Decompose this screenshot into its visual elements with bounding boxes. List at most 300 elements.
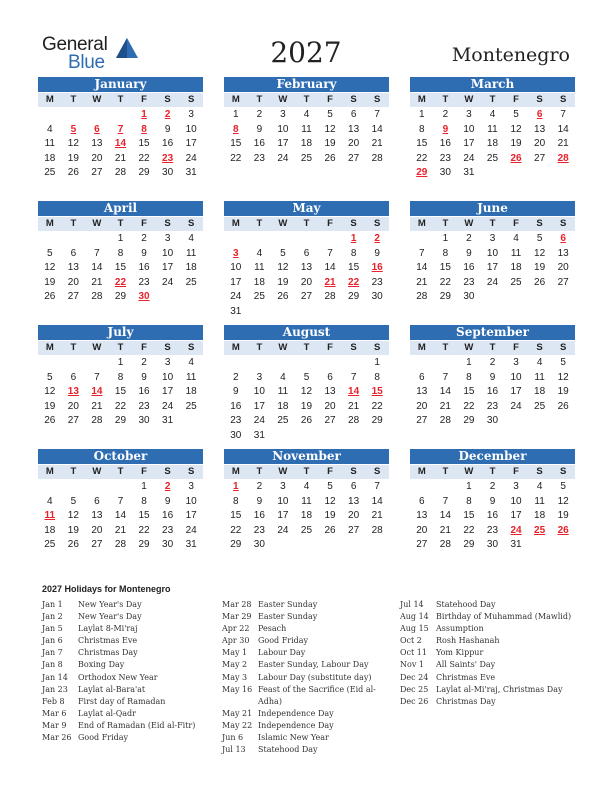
day-cell: 8 <box>350 247 357 259</box>
day-cell: 20 <box>67 400 79 412</box>
holiday-name: Easter Sunday <box>258 600 318 609</box>
day-cell: 30 <box>439 167 451 179</box>
day-cell: 11 <box>534 371 545 383</box>
weekday-label: W <box>92 466 102 477</box>
day-cell: 12 <box>67 138 79 150</box>
holiday-day-cell: 2 <box>164 109 171 120</box>
empty-day-cell <box>434 356 458 371</box>
day-cell: 6 <box>94 495 100 507</box>
holiday-item <box>222 672 382 684</box>
holiday-date: Dec 25 <box>400 684 429 694</box>
day-cell: 12 <box>324 123 336 135</box>
holiday-item <box>42 659 202 671</box>
holiday-day-cell: 22 <box>348 276 360 288</box>
weekday-label: W <box>464 342 474 353</box>
holiday-day-cell: 2 <box>374 233 380 244</box>
day-cell: 12 <box>534 247 546 259</box>
holiday-date: Dec 24 <box>400 672 429 682</box>
weekday-label: T <box>117 94 124 105</box>
day-cell: 8 <box>117 371 124 383</box>
day-cell: 24 <box>185 524 197 536</box>
day-cell: 5 <box>303 371 310 383</box>
day-cell: 7 <box>560 109 566 120</box>
day-cell: 22 <box>230 152 242 164</box>
day-cell: 16 <box>162 138 174 150</box>
day-cell: 22 <box>416 152 428 164</box>
day-cell: 22 <box>439 276 451 288</box>
holiday-item <box>222 720 382 732</box>
day-cell: 9 <box>141 371 147 383</box>
weekday-label: T <box>489 218 496 229</box>
month-header: October <box>38 449 203 464</box>
day-cell: 21 <box>439 400 451 412</box>
weekday-label: F <box>513 94 519 105</box>
weekday-label: T <box>70 218 77 229</box>
day-cell: 4 <box>280 371 286 383</box>
day-cell: 9 <box>164 123 171 135</box>
day-cell: 19 <box>324 138 336 150</box>
brand-line1: General <box>42 34 108 55</box>
day-cell: 29 <box>439 291 451 303</box>
day-cell: 27 <box>67 415 79 427</box>
holiday-item <box>400 599 575 611</box>
day-cell: 12 <box>67 510 79 522</box>
weekday-label: T <box>117 466 124 477</box>
month-header: September <box>410 325 575 340</box>
day-cell: 18 <box>300 510 313 522</box>
holiday-name: New Year's Day <box>78 600 142 609</box>
empty-day-cell <box>62 356 86 371</box>
day-cell: 29 <box>463 415 475 427</box>
weekday-label: W <box>278 466 288 477</box>
holiday-item <box>222 708 382 720</box>
holiday-item <box>42 708 202 720</box>
day-cell: 24 <box>253 415 265 427</box>
month-october <box>38 449 203 561</box>
holiday-item <box>400 623 575 635</box>
holiday-date: Aug 15 <box>400 624 429 634</box>
day-cell: 23 <box>230 415 242 427</box>
day-cell: 14 <box>439 386 451 398</box>
holiday-day-cell: 5 <box>70 123 77 135</box>
holiday-date: May 21 <box>222 708 253 718</box>
day-cell: 22 <box>114 400 127 412</box>
month-april <box>38 201 203 313</box>
day-cell: 2 <box>489 481 496 492</box>
day-cell: 19 <box>300 400 313 412</box>
day-cell: 6 <box>70 247 77 259</box>
day-cell: 20 <box>324 400 336 412</box>
holiday-date: Feb 8 <box>42 696 65 706</box>
empty-day-cell <box>62 232 86 247</box>
day-cell: 8 <box>419 123 425 135</box>
day-cell: 11 <box>185 247 197 259</box>
weekday-label: F <box>141 94 147 105</box>
day-cell: 11 <box>277 386 289 398</box>
day-cell: 2 <box>233 371 239 383</box>
holiday-day-cell: 1 <box>141 109 147 120</box>
day-cell: 29 <box>138 539 150 551</box>
day-cell: 31 <box>162 415 174 427</box>
day-cell: 17 <box>185 510 197 522</box>
weekday-label: F <box>513 218 519 229</box>
holiday-day-cell: 3 <box>233 247 239 259</box>
weekday-label: S <box>373 94 381 105</box>
day-cell: 2 <box>141 357 147 368</box>
day-cell: 23 <box>439 152 451 164</box>
day-cell: 1 <box>117 357 124 368</box>
day-cell: 19 <box>67 152 79 164</box>
weekday-label: W <box>92 342 102 353</box>
day-cell: 30 <box>486 415 499 427</box>
day-cell: 4 <box>536 481 543 492</box>
empty-day-cell <box>410 232 434 247</box>
day-cell: 26 <box>67 539 79 551</box>
brand-line2: Blue <box>68 52 105 73</box>
day-cell: 7 <box>327 247 333 259</box>
weekday-header-row <box>410 340 575 355</box>
day-cell: 17 <box>277 138 289 150</box>
holiday-date: Jan 1 <box>42 600 63 609</box>
day-cell: 29 <box>138 167 150 179</box>
day-cell: 14 <box>439 510 451 522</box>
day-cell: 6 <box>70 371 77 383</box>
day-cell: 15 <box>114 386 127 398</box>
day-cell: 12 <box>277 262 289 274</box>
holiday-item <box>222 611 382 623</box>
day-cell: 2 <box>141 233 147 244</box>
month-march <box>410 77 575 189</box>
day-cell: 12 <box>557 495 569 507</box>
month-header: March <box>410 77 575 92</box>
day-cell: 4 <box>303 109 310 120</box>
day-cell: 28 <box>91 415 103 427</box>
holiday-date: Jan 6 <box>42 636 63 646</box>
weekday-label: T <box>117 218 124 229</box>
day-cell: 7 <box>374 481 380 492</box>
day-cell: 7 <box>419 247 425 259</box>
day-cell: 9 <box>489 371 496 383</box>
empty-day-cell <box>85 480 109 495</box>
weekday-header-row <box>38 464 203 479</box>
holiday-day-cell: 6 <box>94 123 100 135</box>
month-july <box>38 325 203 437</box>
weekday-header-row <box>38 92 203 107</box>
holiday-column <box>42 599 202 744</box>
weekday-header-row <box>224 464 389 479</box>
day-cell: 16 <box>439 138 451 150</box>
day-cell: 24 <box>162 400 174 412</box>
weekday-label: S <box>187 218 195 229</box>
day-cell: 24 <box>230 291 242 303</box>
day-cell: 19 <box>324 510 336 522</box>
holiday-day-cell: 14 <box>91 386 103 398</box>
day-cell: 12 <box>510 123 522 135</box>
empty-day-cell <box>248 232 272 247</box>
weekday-label: M <box>417 342 426 353</box>
day-cell: 27 <box>324 415 336 427</box>
empty-day-cell <box>109 108 133 123</box>
weekday-label: W <box>92 94 102 105</box>
day-cell: 6 <box>350 109 357 120</box>
day-cell: 22 <box>371 400 383 412</box>
day-cell: 13 <box>67 262 79 274</box>
day-cell: 20 <box>91 524 103 536</box>
day-cell: 12 <box>324 495 336 507</box>
holiday-item <box>222 599 382 611</box>
holiday-name: Good Friday <box>258 636 309 646</box>
day-cell: 2 <box>466 233 472 244</box>
holiday-day-cell: 1 <box>350 233 357 244</box>
weekday-header-row <box>38 216 203 231</box>
day-cell: 25 <box>44 167 56 179</box>
day-cell: 15 <box>230 510 242 522</box>
day-cell: 6 <box>303 247 310 259</box>
day-cell: 15 <box>138 510 150 522</box>
holiday-date: Jan 23 <box>42 684 68 694</box>
day-cell: 18 <box>44 152 56 164</box>
weekday-label: T <box>303 218 310 229</box>
day-grid <box>410 479 575 553</box>
day-cell: 22 <box>463 524 475 536</box>
day-cell: 17 <box>162 386 174 398</box>
day-cell: 17 <box>510 386 522 398</box>
day-cell: 9 <box>466 247 472 259</box>
day-cell: 11 <box>487 123 498 135</box>
day-cell: 26 <box>67 167 79 179</box>
day-cell: 31 <box>230 305 242 317</box>
day-cell: 26 <box>324 152 336 164</box>
holiday-date: Jul 13 <box>222 745 246 755</box>
day-cell: 22 <box>463 400 475 412</box>
day-cell: 13 <box>557 247 569 259</box>
empty-day-cell <box>38 480 62 495</box>
day-cell: 4 <box>256 247 263 259</box>
holiday-date: May 2 <box>222 660 248 670</box>
day-cell: 21 <box>114 152 127 164</box>
day-cell: 23 <box>253 152 265 164</box>
weekday-label: T <box>70 94 77 105</box>
holiday-date: Jan 8 <box>42 660 63 670</box>
holiday-name: New Year's Day <box>78 612 142 622</box>
day-cell: 31 <box>253 429 265 441</box>
day-cell: 19 <box>277 276 289 288</box>
day-cell: 27 <box>416 539 428 551</box>
weekday-header-row <box>38 340 203 355</box>
month-header: July <box>38 325 203 340</box>
day-cell: 30 <box>138 415 150 427</box>
day-cell: 12 <box>44 262 56 274</box>
day-cell: 8 <box>233 495 239 507</box>
day-cell: 16 <box>253 138 265 150</box>
day-cell: 10 <box>277 495 289 507</box>
day-cell: 4 <box>303 481 310 492</box>
day-cell: 10 <box>162 247 174 259</box>
day-cell: 10 <box>510 495 522 507</box>
holiday-day-cell: 2 <box>164 481 171 492</box>
holiday-day-cell: 16 <box>371 262 383 274</box>
weekday-label: M <box>231 342 240 353</box>
day-cell: 4 <box>513 233 519 244</box>
holiday-item <box>42 732 202 744</box>
holiday-item <box>42 647 202 659</box>
day-cell: 5 <box>47 247 53 259</box>
weekday-label: T <box>303 94 310 105</box>
day-cell: 27 <box>91 167 103 179</box>
day-cell: 5 <box>70 495 77 507</box>
day-cell: 15 <box>416 138 428 150</box>
weekday-label: M <box>45 342 54 353</box>
weekday-label: T <box>489 466 496 477</box>
weekday-label: F <box>327 94 333 105</box>
weekday-label: T <box>70 466 77 477</box>
day-cell: 3 <box>256 371 263 383</box>
weekday-label: S <box>373 342 381 353</box>
holiday-day-cell: 23 <box>162 152 174 164</box>
month-header: January <box>38 77 203 92</box>
holiday-item <box>42 684 202 696</box>
day-cell: 10 <box>486 247 499 259</box>
day-cell: 6 <box>350 481 357 492</box>
day-cell: 16 <box>486 510 499 522</box>
holiday-date: Nov 1 <box>400 660 424 670</box>
day-cell: 1 <box>466 357 472 368</box>
holiday-name: Independence Day <box>258 708 334 718</box>
weekday-label: T <box>442 218 449 229</box>
day-cell: 7 <box>350 371 357 383</box>
weekday-label: M <box>417 466 426 477</box>
day-cell: 24 <box>510 400 522 412</box>
holiday-item <box>42 635 202 647</box>
day-cell: 28 <box>114 167 127 179</box>
day-cell: 20 <box>300 276 313 288</box>
day-cell: 24 <box>463 152 475 164</box>
day-cell: 18 <box>277 400 289 412</box>
holiday-item <box>222 659 382 671</box>
holiday-item <box>42 720 202 732</box>
holiday-name: Laylat 8-Mi'raj <box>78 624 138 634</box>
day-cell: 16 <box>486 386 499 398</box>
day-cell: 27 <box>348 524 360 536</box>
weekday-header-row <box>410 92 575 107</box>
weekday-label: S <box>164 342 171 353</box>
day-cell: 1 <box>442 233 449 244</box>
day-cell: 28 <box>371 524 383 536</box>
day-cell: 13 <box>416 386 428 398</box>
day-cell: 25 <box>185 400 197 412</box>
weekday-label: M <box>231 94 240 105</box>
day-cell: 19 <box>67 524 79 536</box>
weekday-label: M <box>417 218 426 229</box>
holiday-day-cell: 26 <box>510 152 522 164</box>
empty-day-cell <box>410 480 434 495</box>
weekday-label: S <box>187 94 195 105</box>
day-cell: 25 <box>44 539 56 551</box>
day-cell: 15 <box>348 262 360 274</box>
day-cell: 24 <box>162 276 174 288</box>
day-cell: 13 <box>91 510 103 522</box>
day-cell: 9 <box>164 495 171 507</box>
day-cell: 25 <box>300 524 313 536</box>
day-cell: 5 <box>560 357 566 368</box>
day-cell: 18 <box>534 510 546 522</box>
holiday-date: Mar 28 <box>222 600 252 609</box>
holiday-name: Statehood Day <box>258 745 318 755</box>
holiday-column <box>400 599 575 708</box>
day-cell: 20 <box>348 138 360 150</box>
month-may <box>224 201 389 317</box>
holiday-date: Mar 6 <box>42 708 67 718</box>
holiday-name: Christmas Eve <box>436 672 496 682</box>
day-cell: 15 <box>463 510 475 522</box>
day-cell: 17 <box>277 510 289 522</box>
day-cell: 5 <box>560 481 566 492</box>
day-cell: 9 <box>233 386 239 398</box>
day-cell: 18 <box>534 386 546 398</box>
day-cell: 15 <box>138 138 150 150</box>
weekday-label: T <box>256 218 263 229</box>
day-cell: 25 <box>486 152 499 164</box>
holidays-title: 2027 Holidays for Montenegro <box>42 584 171 594</box>
weekday-label: S <box>373 218 381 229</box>
day-cell: 24 <box>277 524 289 536</box>
holiday-name: Orthodox New Year <box>78 672 158 682</box>
day-grid <box>224 479 389 553</box>
day-cell: 20 <box>416 400 428 412</box>
holiday-item <box>222 684 382 696</box>
weekday-label: W <box>464 218 474 229</box>
day-cell: 11 <box>185 371 197 383</box>
day-cell: 30 <box>162 167 174 179</box>
day-cell: 26 <box>324 524 336 536</box>
day-cell: 13 <box>416 510 428 522</box>
holiday-day-cell: 30 <box>138 291 150 303</box>
weekday-header-row <box>224 340 389 355</box>
day-cell: 30 <box>371 291 383 303</box>
holiday-date: Oct 2 <box>400 636 422 646</box>
day-cell: 27 <box>300 291 313 303</box>
day-cell: 12 <box>300 386 313 398</box>
day-grid <box>410 107 575 181</box>
holiday-name: Laylat al-Mi'raj, Christmas Day <box>436 684 563 694</box>
weekday-label: S <box>536 218 543 229</box>
day-cell: 16 <box>138 262 150 274</box>
weekday-label: W <box>464 466 474 477</box>
day-cell: 23 <box>162 524 174 536</box>
day-cell: 11 <box>510 247 522 259</box>
day-cell: 26 <box>44 291 56 303</box>
weekday-header-row <box>410 216 575 231</box>
weekday-label: M <box>231 466 240 477</box>
day-grid <box>410 355 575 429</box>
day-cell: 3 <box>188 109 194 120</box>
day-cell: 3 <box>489 233 496 244</box>
day-cell: 28 <box>439 415 451 427</box>
holiday-date: Jan 14 <box>42 672 68 682</box>
holiday-day-cell: 24 <box>510 524 522 536</box>
day-cell: 23 <box>138 276 150 288</box>
holiday-date: Aug 14 <box>400 612 429 622</box>
day-cell: 18 <box>253 276 265 288</box>
weekday-label: S <box>350 94 357 105</box>
day-cell: 29 <box>230 539 242 551</box>
day-cell: 1 <box>117 233 124 244</box>
month-header: May <box>224 201 389 216</box>
day-cell: 10 <box>185 123 197 135</box>
empty-day-cell <box>38 232 62 247</box>
day-cell: 20 <box>534 138 546 150</box>
day-cell: 28 <box>114 539 127 551</box>
